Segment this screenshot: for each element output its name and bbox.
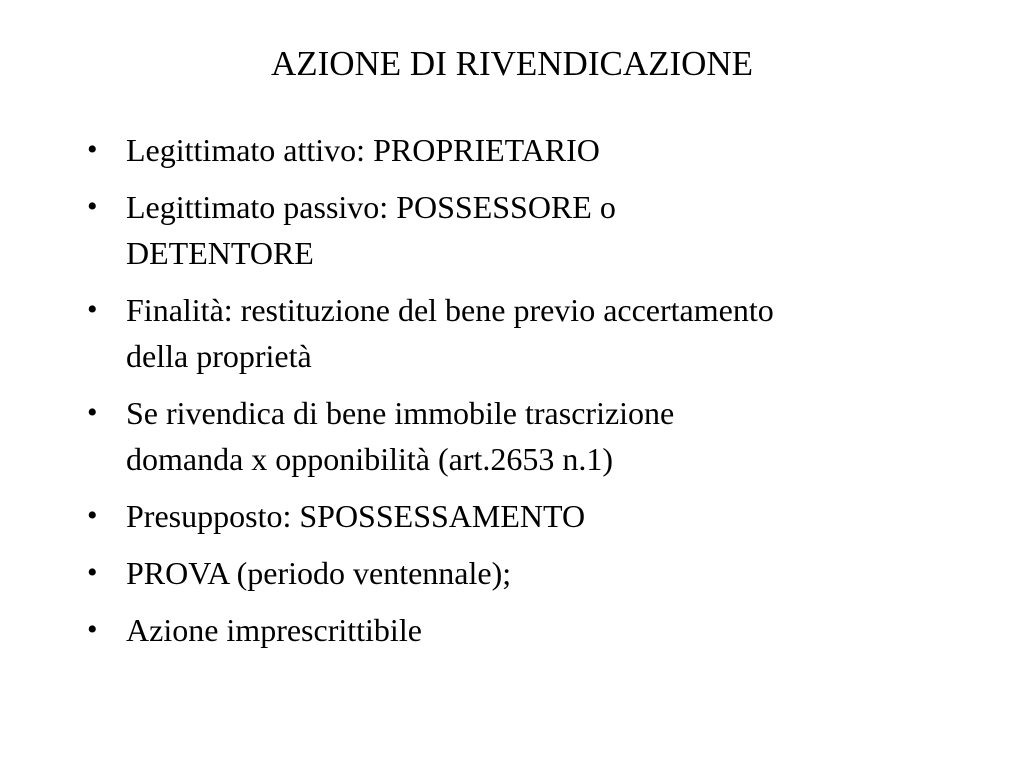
list-item bbox=[84, 390, 964, 482]
bullet-icon: • bbox=[87, 190, 98, 223]
bullet-list bbox=[84, 127, 964, 664]
bullet-text: Presupposto: SPOSSESSAMENTO bbox=[126, 498, 586, 534]
list-item bbox=[84, 550, 964, 596]
bullet-text: Finalità: restituzione del bene previo accertamento della proprietà bbox=[126, 292, 774, 374]
list-item bbox=[84, 493, 964, 539]
bullet-text: Legittimato passivo: POSSESSORE o DETENTORE bbox=[126, 189, 616, 271]
list-item bbox=[84, 184, 964, 276]
bullet-text: PROVA (periodo ventennale); bbox=[126, 555, 512, 591]
bullet-icon: • bbox=[87, 396, 98, 429]
bullet-text: Azione imprescrittibile bbox=[126, 612, 422, 648]
bullet-icon: • bbox=[87, 613, 98, 646]
bullet-icon: • bbox=[87, 293, 98, 326]
slide-title: AZIONE DI RIVENDICAZIONE bbox=[270, 44, 754, 83]
bullet-icon: • bbox=[87, 556, 98, 589]
bullet-icon: • bbox=[87, 499, 98, 532]
bullet-text: Se rivendica di bene immobile trascrizione domanda x opponibilità (art.2653 n.1) bbox=[126, 395, 675, 477]
list-item bbox=[84, 607, 964, 653]
bullet-text: Legittimato attivo: PROPRIETARIO bbox=[126, 132, 600, 168]
bullet-icon: • bbox=[87, 133, 98, 166]
list-item bbox=[84, 127, 964, 173]
list-item bbox=[84, 287, 964, 379]
